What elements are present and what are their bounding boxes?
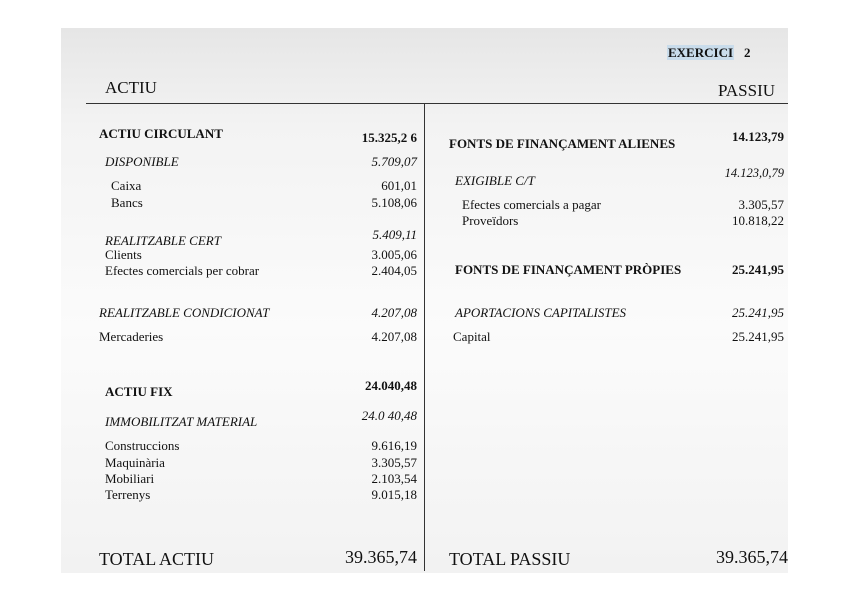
mercaderies-label: Mercaderies: [99, 329, 164, 344]
disponible-label: DISPONIBLE: [105, 154, 179, 169]
exercici-number: 2: [744, 45, 751, 60]
caixa-label: Caixa: [111, 178, 142, 193]
realitzable-cert-value: 5.409,11: [372, 227, 417, 242]
proveidors-label: Proveïdors: [462, 213, 519, 228]
terrenys-value: 9.015,18: [371, 487, 417, 502]
actiu-circulant-label: ACTIU CIRCULANT: [99, 126, 223, 141]
capital-label: Capital: [453, 329, 491, 344]
caixa-value: 601,01: [381, 178, 417, 193]
exercici-label: EXERCICI: [668, 45, 734, 60]
immobilitzat-label: IMMOBILITZAT MATERIAL: [105, 414, 258, 429]
aportacions-label: APORTACIONS CAPITALISTES: [455, 305, 627, 320]
maquinaria-value: 3.305,57: [371, 455, 417, 470]
total-actiu-label: TOTAL ACTIU: [99, 549, 215, 569]
realitzable-cert-label: REALITZABLE CERT: [105, 233, 221, 248]
actiu-fix-label: ACTIU FIX: [105, 384, 173, 399]
actiu-fix-value: 24.040,48: [365, 378, 417, 393]
capital-value: 25.241,95: [732, 329, 784, 344]
mercaderies-value: 4.207,08: [371, 329, 417, 344]
efectes-pagar-label: Efectes comercials a pagar: [462, 197, 601, 212]
construccions-label: Construccions: [105, 438, 180, 453]
proveidors-value: 10.818,22: [732, 213, 784, 228]
total-passiu-value: 39.365,74: [716, 547, 788, 567]
fonts-alienes-value: 14.123,79: [732, 129, 784, 144]
fonts-propies-label: FONTS DE FINANÇAMENT PRÒPIES: [455, 262, 682, 277]
aportacions-value: 25.241,95: [732, 305, 784, 320]
fonts-propies-value: 25.241,95: [732, 262, 784, 277]
clients-value: 3.005,06: [371, 247, 417, 262]
exercici-heading: [667, 45, 751, 61]
bancs-label: Bancs: [111, 195, 143, 210]
disponible-value: 5.709,07: [371, 154, 417, 169]
maquinaria-label: Maquinària: [105, 455, 165, 470]
construccions-value: 9.616,19: [371, 438, 417, 453]
passiu-title: PASSIU: [718, 81, 776, 100]
exigible-label: EXIGIBLE C/T: [455, 173, 535, 188]
fonts-alienes-label: FONTS DE FINANÇAMENT ALIENES: [449, 136, 676, 151]
realitzable-condicionat-label: REALITZABLE CONDICIONAT: [99, 305, 270, 320]
efectes-pagar-value: 3.305,57: [738, 197, 784, 212]
actiu-circulant-value: 15.325,2 6: [361, 130, 417, 145]
total-passiu-label: TOTAL PASSIU: [449, 549, 571, 569]
total-actiu-value: 39.365,74: [345, 547, 417, 567]
immobilitzat-value: 24.0 40,48: [361, 408, 417, 423]
header-divider: [86, 103, 788, 104]
terrenys-label: Terrenys: [105, 487, 151, 502]
actiu-title: ACTIU: [105, 78, 157, 97]
mobiliari-value: 2.103,54: [371, 471, 417, 486]
column-divider: [424, 103, 425, 571]
efectes-cobrar-value: 2.404,05: [371, 263, 417, 278]
mobiliari-label: Mobiliari: [105, 471, 155, 486]
bancs-value: 5.108,06: [371, 195, 417, 210]
efectes-cobrar-label: Efectes comercials per cobrar: [105, 263, 260, 278]
realitzable-condicionat-value: 4.207,08: [371, 305, 417, 320]
clients-label: Clients: [105, 247, 142, 262]
exigible-value: 14.123,0,79: [724, 166, 784, 180]
